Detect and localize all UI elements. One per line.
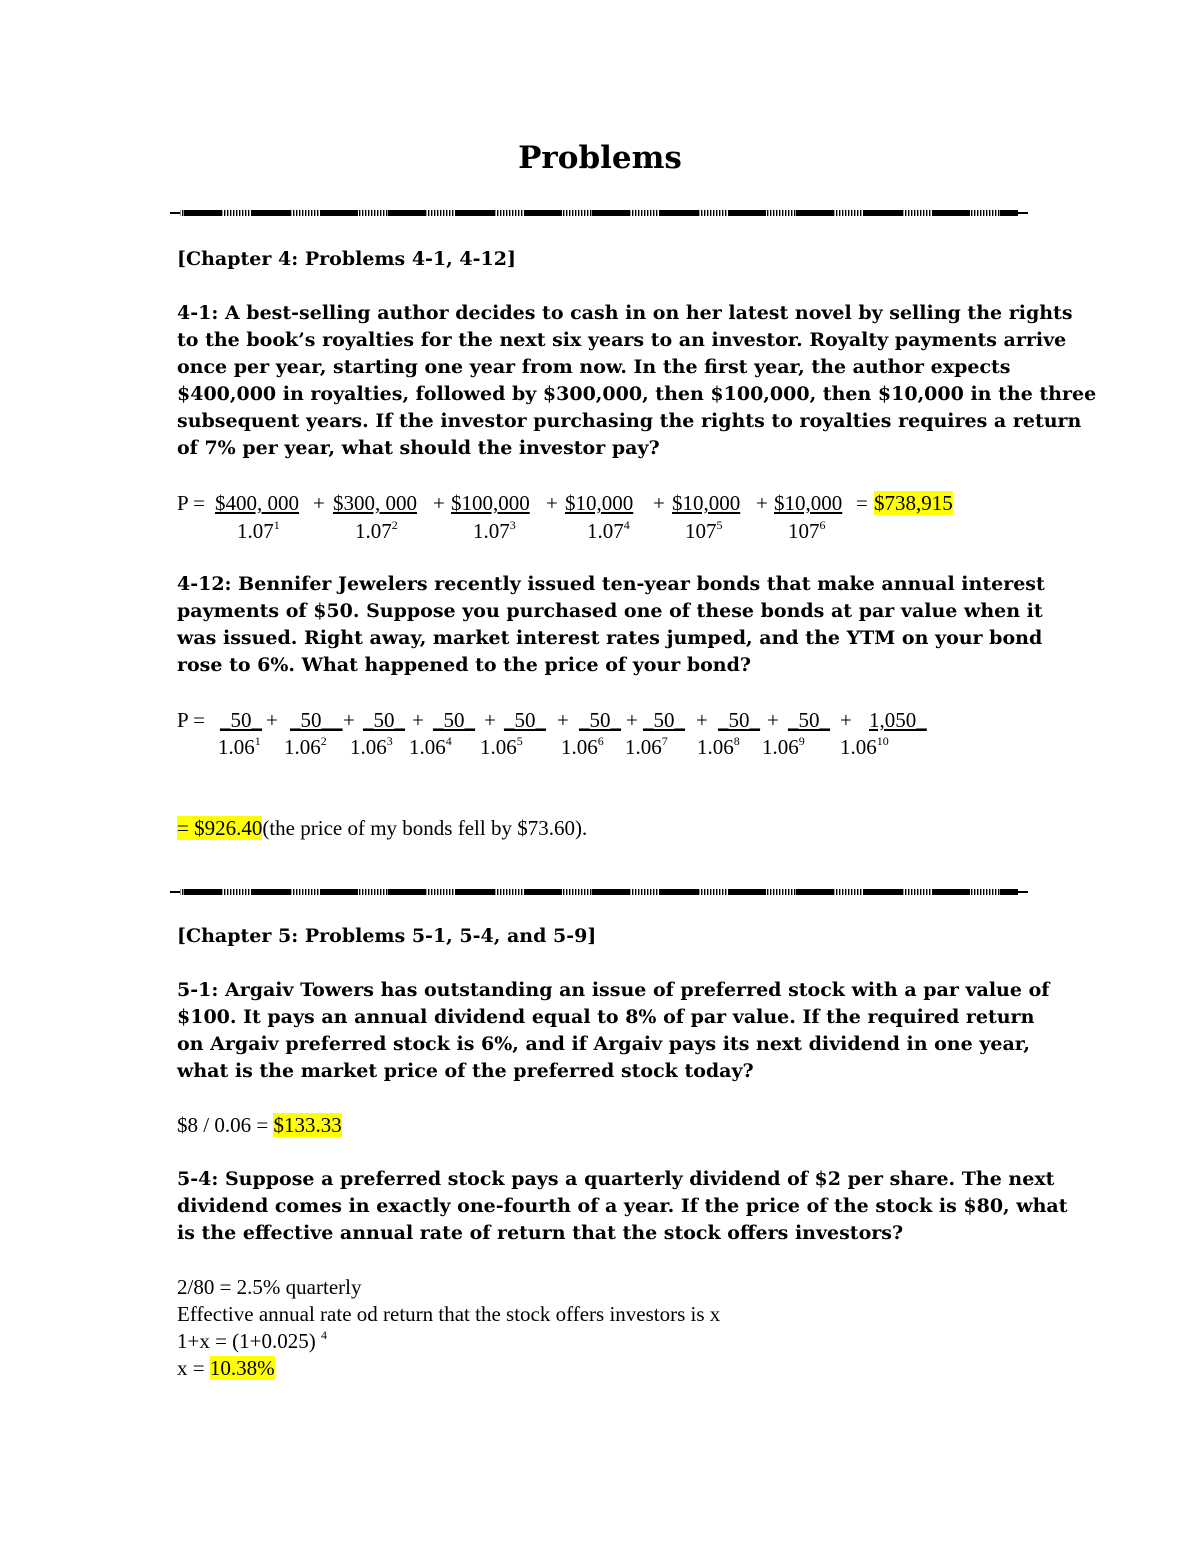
denominator: 1.06$^5$ <box>480 734 523 759</box>
denominator: 1.06$^4$ <box>409 734 452 759</box>
denominator: $107^6$ <box>788 518 826 543</box>
denominator: $107^5$ <box>685 518 723 543</box>
numerator: $10,000 <box>672 491 741 515</box>
problem-line: of 7% per year, what should the investor pay? <box>177 437 660 459</box>
numerator: _50_ <box>643 708 685 732</box>
numerator: _50_ <box>363 708 405 732</box>
answer-highlight: = $926.40 <box>177 816 263 840</box>
operator: + <box>433 491 445 515</box>
numerator: _50__ <box>290 708 343 732</box>
section-divider-1 <box>170 209 1028 217</box>
answer-note: (the price of my bonds fell by $73.60). <box>262 816 588 840</box>
problem-line: $400,000 in royalties, followed by $300,000, then $100,000, then $10,000 in the three <box>177 383 1097 405</box>
operator: = <box>856 491 868 515</box>
answer-highlight: $738,915 <box>874 491 953 515</box>
numerator: _50_ <box>220 708 262 732</box>
problem-line: is the effective annual rate of return that the stock offers investors? <box>177 1222 904 1244</box>
problem-line: $100. It pays an annual dividend equal to 8% of par value. If the required return <box>177 1006 1035 1028</box>
operator: + <box>653 491 665 515</box>
denominator: 1.06$^{10}$ <box>840 734 889 759</box>
numerator: _50_ <box>788 708 830 732</box>
denominator: 1.06$^8$ <box>697 734 740 759</box>
operator: + <box>696 708 708 732</box>
problem-line: to the book’s royalties for the next six years to an investor. Royalty payments arrive <box>177 329 1067 351</box>
denominator: 1.07$^2$ <box>355 518 398 543</box>
denominator: 1.07$^1$ <box>237 518 280 543</box>
answer-5-4 <box>177 1355 275 1382</box>
denominator: 1.07$^3$ <box>473 518 516 543</box>
denominator: 1.06$^7$ <box>625 734 668 759</box>
numerator: _50_ <box>433 708 475 732</box>
numerator: _50_ <box>718 708 760 732</box>
numerator: _50_ <box>504 708 546 732</box>
problem-line: dividend comes in exactly one-fourth of a year. If the price of the stock is $80, what <box>177 1195 1068 1217</box>
problem-line: was issued. Right away, market interest rates jumped, and the YTM on your bond <box>177 627 1043 649</box>
numerator: $10,000 <box>774 491 843 515</box>
page-title: Problems <box>518 140 682 176</box>
problem-line: on Argaiv preferred stock is 6%, and if Argaiv pays its next dividend in one year, <box>177 1033 1030 1055</box>
denominator: 1.06$^1$ <box>218 734 261 759</box>
operator: + <box>767 708 779 732</box>
denominator: 1.07$^4$ <box>587 518 630 543</box>
denominator: 1.06$^9$ <box>762 734 805 759</box>
work-line: 1+x = (1+0.025) $^4$ <box>177 1328 328 1353</box>
denominator: 1.06$^6$ <box>561 734 604 759</box>
answer-highlight: $133.33 <box>273 1113 342 1137</box>
operator: + <box>840 708 852 732</box>
operator: + <box>557 708 569 732</box>
problem-line: subsequent years. If the investor purchasing the rights to royalties requires a return <box>177 410 1082 432</box>
equation: $8 / 0.06 = <box>177 1113 269 1137</box>
numerator: $100,000 <box>451 491 530 515</box>
numerator: $400, 000 <box>215 491 299 515</box>
chapter5-heading: [Chapter 5: Problems 5-1, 5-4, and 5-9] <box>177 925 597 947</box>
equation-prefix: P = <box>177 491 205 515</box>
work-line: 2/80 = 2.5% quarterly <box>177 1275 362 1299</box>
operator: + <box>756 491 768 515</box>
work-line: Effective annual rate od return that the stock offers investors is x <box>177 1302 721 1326</box>
section-divider-2 <box>170 888 1028 896</box>
denominator: 1.06$^2$ <box>284 734 327 759</box>
operator: + <box>546 491 558 515</box>
problem-line: once per year, starting one year from now. In the first year, the author expects <box>177 356 1011 378</box>
numerator: $300, 000 <box>333 491 417 515</box>
problem-line: what is the market price of the preferred stock today? <box>177 1060 754 1082</box>
problem-line: 5-4: Suppose a preferred stock pays a quarterly dividend of $2 per share. The next <box>177 1168 1055 1190</box>
answer-4-12 <box>177 815 587 842</box>
numerator: $10,000 <box>565 491 634 515</box>
operator: + <box>266 708 278 732</box>
operator: + <box>313 491 325 515</box>
equation-prefix: P = <box>177 708 205 732</box>
problem-line: 5-1: Argaiv Towers has outstanding an issue of preferred stock with a par value of <box>177 979 1050 1001</box>
operator: + <box>484 708 496 732</box>
numerator: _50_ <box>579 708 621 732</box>
problem-line: 4-12: Bennifer Jewelers recently issued ten-year bonds that make annual interest <box>177 573 1045 595</box>
operator: + <box>343 708 355 732</box>
numerator: 1,050_ <box>869 708 927 732</box>
operator: + <box>412 708 424 732</box>
problem-line: rose to 6%. What happened to the price of your bond? <box>177 654 752 676</box>
problem-line: payments of $50. Suppose you purchased one of these bonds at par value when it <box>177 600 1043 622</box>
chapter4-heading: [Chapter 4: Problems 4-1, 4-12] <box>177 248 516 270</box>
answer-5-1 <box>177 1112 342 1139</box>
equation-prefix: x = <box>177 1356 205 1380</box>
denominator: 1.06$^3$ <box>350 734 393 759</box>
operator: + <box>626 708 638 732</box>
problem-line: 4-1: A best-selling author decides to cash in on her latest novel by selling the rights <box>177 302 1073 324</box>
answer-highlight: 10.38% <box>209 1356 275 1380</box>
